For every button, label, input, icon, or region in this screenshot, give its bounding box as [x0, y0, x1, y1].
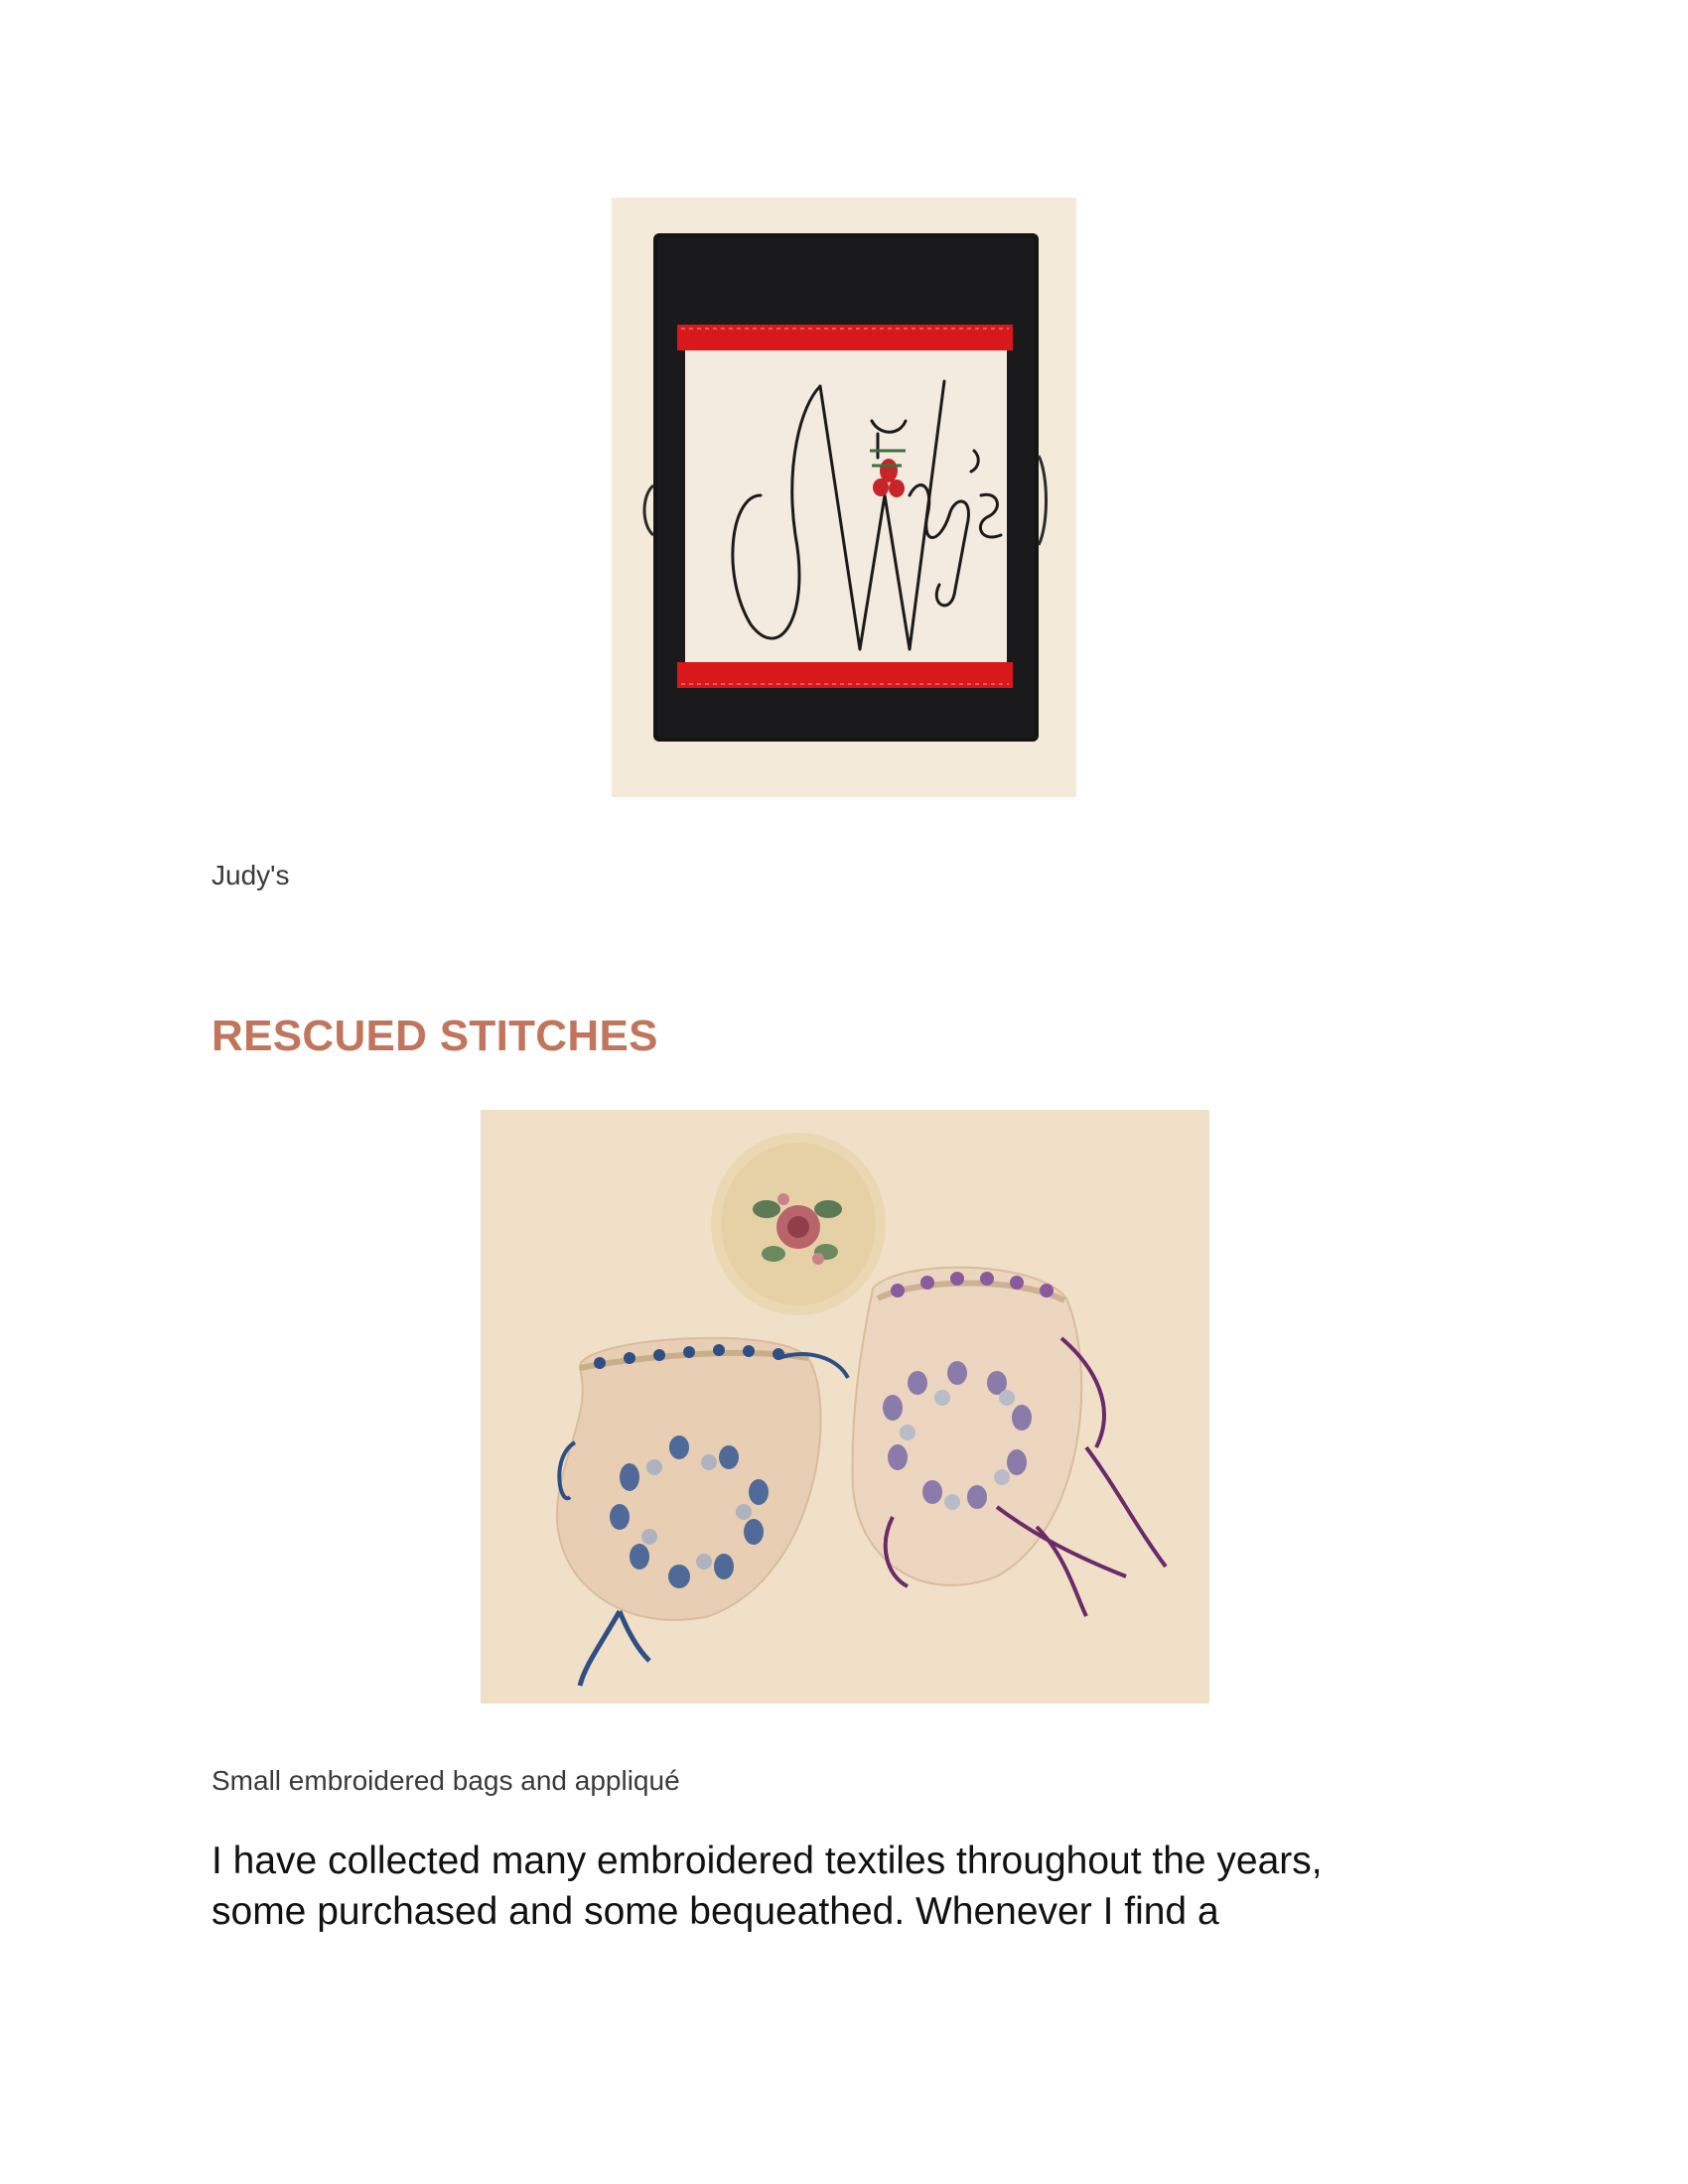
body-line: some purchased and some bequeathed. Whenever I find a: [211, 1890, 1219, 1933]
judys-patch-photo: [612, 198, 1076, 797]
bags-caption: Small embroidered bags and appliqué: [211, 1765, 680, 1796]
judys-caption: Judy's: [211, 860, 290, 890]
body-paragraph: [211, 1836, 1502, 1937]
body-line: I have collected many embroidered textiles throughout the years,: [211, 1840, 1323, 1882]
section-heading: RESCUED STITCHES: [211, 1012, 658, 1060]
embroidered-bags-photo: [481, 1110, 1209, 1704]
